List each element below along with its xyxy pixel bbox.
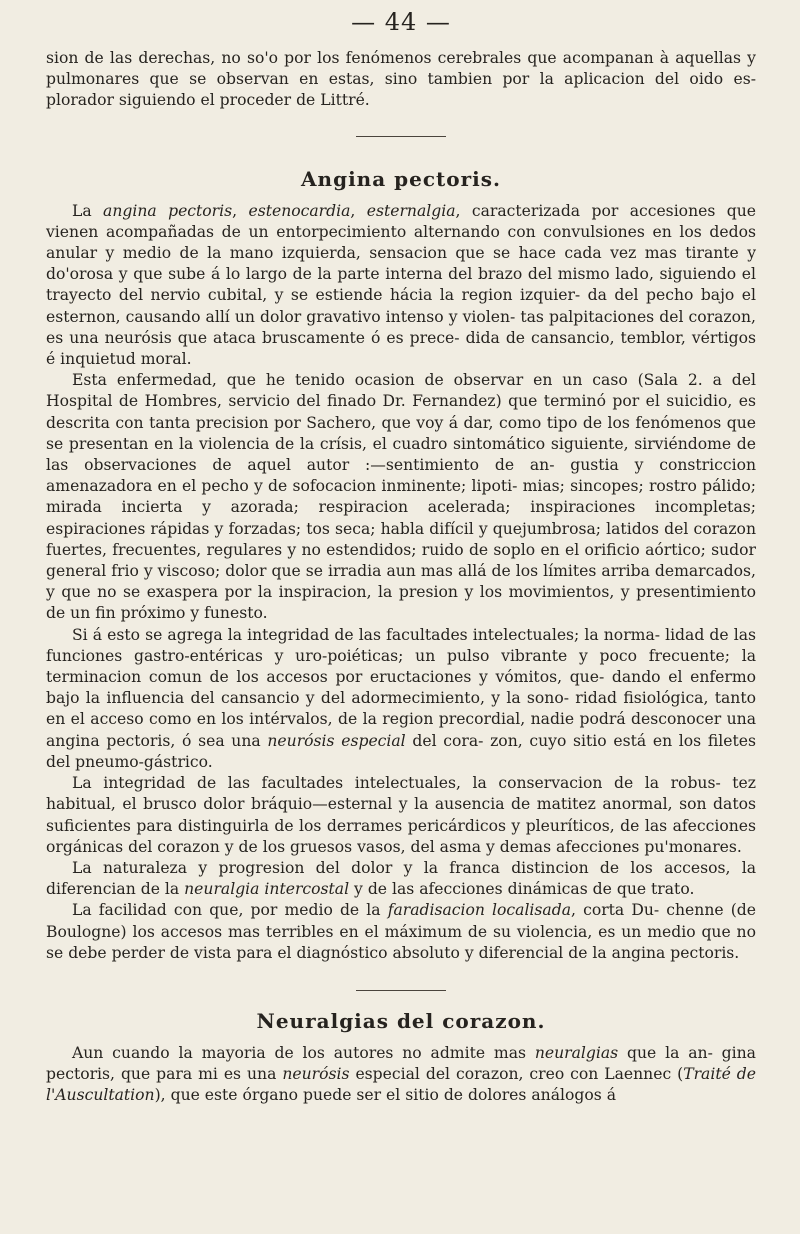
section-title-angina: Angina pectoris.	[301, 166, 501, 191]
term-neuralgias: neuralgias	[534, 1043, 619, 1062]
paragraph-diagnosis: Si á esto se agrega la integridad de las facultades intelectuales; la norma- lidad de las funciones gastro-entéricas y uro-poiéticas; un pulso vibrante y poco frecuente; la terminacion comun de los accesos por eructaciones y vómitos, que- dando el enfermo bajo la influencia del cansancio y del adormecimiento, y la sono- ridad fisiológica, tanto en el acceso como en los intérvalos, de la region precordial, nadie podrá desconocer una angina pectoris, ó sea una neurósis especial del cora- zon, cuyo sitio está en los filetes del pneumo-gástrico.	[46, 625, 756, 771]
term-neurosis: neurósis	[282, 1065, 350, 1084]
term-esternalgia: esternalgia	[366, 201, 456, 220]
term-faradisacion: faradisacion localisada	[387, 901, 572, 920]
paragraph-differential: La integridad de las facultades intelectuales, la conservacion de la robus- tez habitual, el brusco dolor bráquio—esternal y la ausencia de matitez anormal, son datos suficientes para distinguirla de los derrames pericárdicos y pleuríticos, de las afecciones orgánicas del corazon y de los gruesos vasos, del asma y demas afecciones pu'monares.	[46, 774, 756, 856]
term-neuralgia-intercostal: neuralgia intercostal	[184, 880, 350, 899]
section-title-neuralgias: Neuralgias del corazon.	[256, 1008, 546, 1033]
term-estenocardia: estenocardia	[248, 201, 351, 220]
term-traite-auscultation: Traité de l'Auscultation	[46, 1065, 756, 1105]
paragraph-nature: La naturaleza y progresion del dolor y la franca distincion de los accesos, la diferencian de la neuralgia intercostal y de las afecciones dinámicas de que trato.	[46, 858, 756, 899]
intro-paragraph: sion de las derechas, no so'o por los fenómenos cerebrales que acompanan à aquellas y pulmonares que se observan en estas, sino tambien por la aplicacion del oido es- plorador siguiendo el proceder de Littré.	[46, 49, 756, 110]
term-angina-pectoris: angina pectoris	[103, 201, 233, 220]
page-number: — 44 —	[351, 8, 451, 36]
paragraph-neuralgias: Aun cuando la mayoria de los autores no admite mas neuralgias que la an- gina pectoris, que para mi es una neurósis especial del corazon, creo con Laennec (Traité de l'Auscultation), que este órgano puede ser el sitio de dolores análogos á	[46, 1043, 756, 1105]
paragraph-faradisation: La facilidad con que, por medio de la faradisacion localisada, corta Du- chenne (de Boulogne) los accesos mas terribles en el máximum de su violencia, es un medio que no se debe perder de vista para el diagnóstico absoluto y diferencial de la angina pectoris.	[46, 901, 757, 962]
term-neurosis-especial: neurósis especial	[267, 731, 406, 750]
paragraph-definition: La angina pectoris, estenocardia, esternalgia, caracterizada por accesiones que vienen acompañadas de un entorpecimiento alternando con convulsiones en los dedos anular y medio de la mano izquierda, sensacion que se hace cada vez mas tirante y do'orosa y que sube á lo largo de la parte interna del brazo del mismo lado, siguiendo el trayecto del nervio cubital, y se estiende hácia la region izquier- da del pecho bajo el esternon, causando allí un dolor gravativo intenso y violen- tas palpitaciones del corazon, es una neurósis que ataca bruscamente ó es prece- dida de cansancio, temblor, vértigos é inquietud moral.	[46, 201, 756, 369]
paragraph-case-description: Esta enfermedad, que he tenido ocasion de observar en un caso (Sala 2. a del Hospital de Hombres, servicio del finado Dr. Fernandez) que terminó por el suicidio, es descrita con tanta precision por Sachero, que voy á dar, como tipo de los fenómenos que se presentan en la violencia de la crísis, el cuadro sintomático siguiente, sirviéndome de las observaciones de aquel autor :—sentimiento de an- gustia y constriccion amenazadora en el pecho y de sofocacion inminente; lipoti- mias; sincopes; rostro pálido; mirada incierta y azorada; respiracion acelerada; inspiraciones incompletas; espiraciones rápidas y forzadas; tos seca; habla difícil y quejumbrosa; latidos del corazon fuertes, frecuentes, regulares y no estendidos; ruido de soplo en el orificio aórtico; sudor general frio y viscoso; dolor que se irradia aun mas allá de los límites arriba demarcados, y que no se exaspera por la inspiracion, la presion y los movimientos, y presentimiento de un fin próximo y funesto.	[46, 371, 756, 623]
